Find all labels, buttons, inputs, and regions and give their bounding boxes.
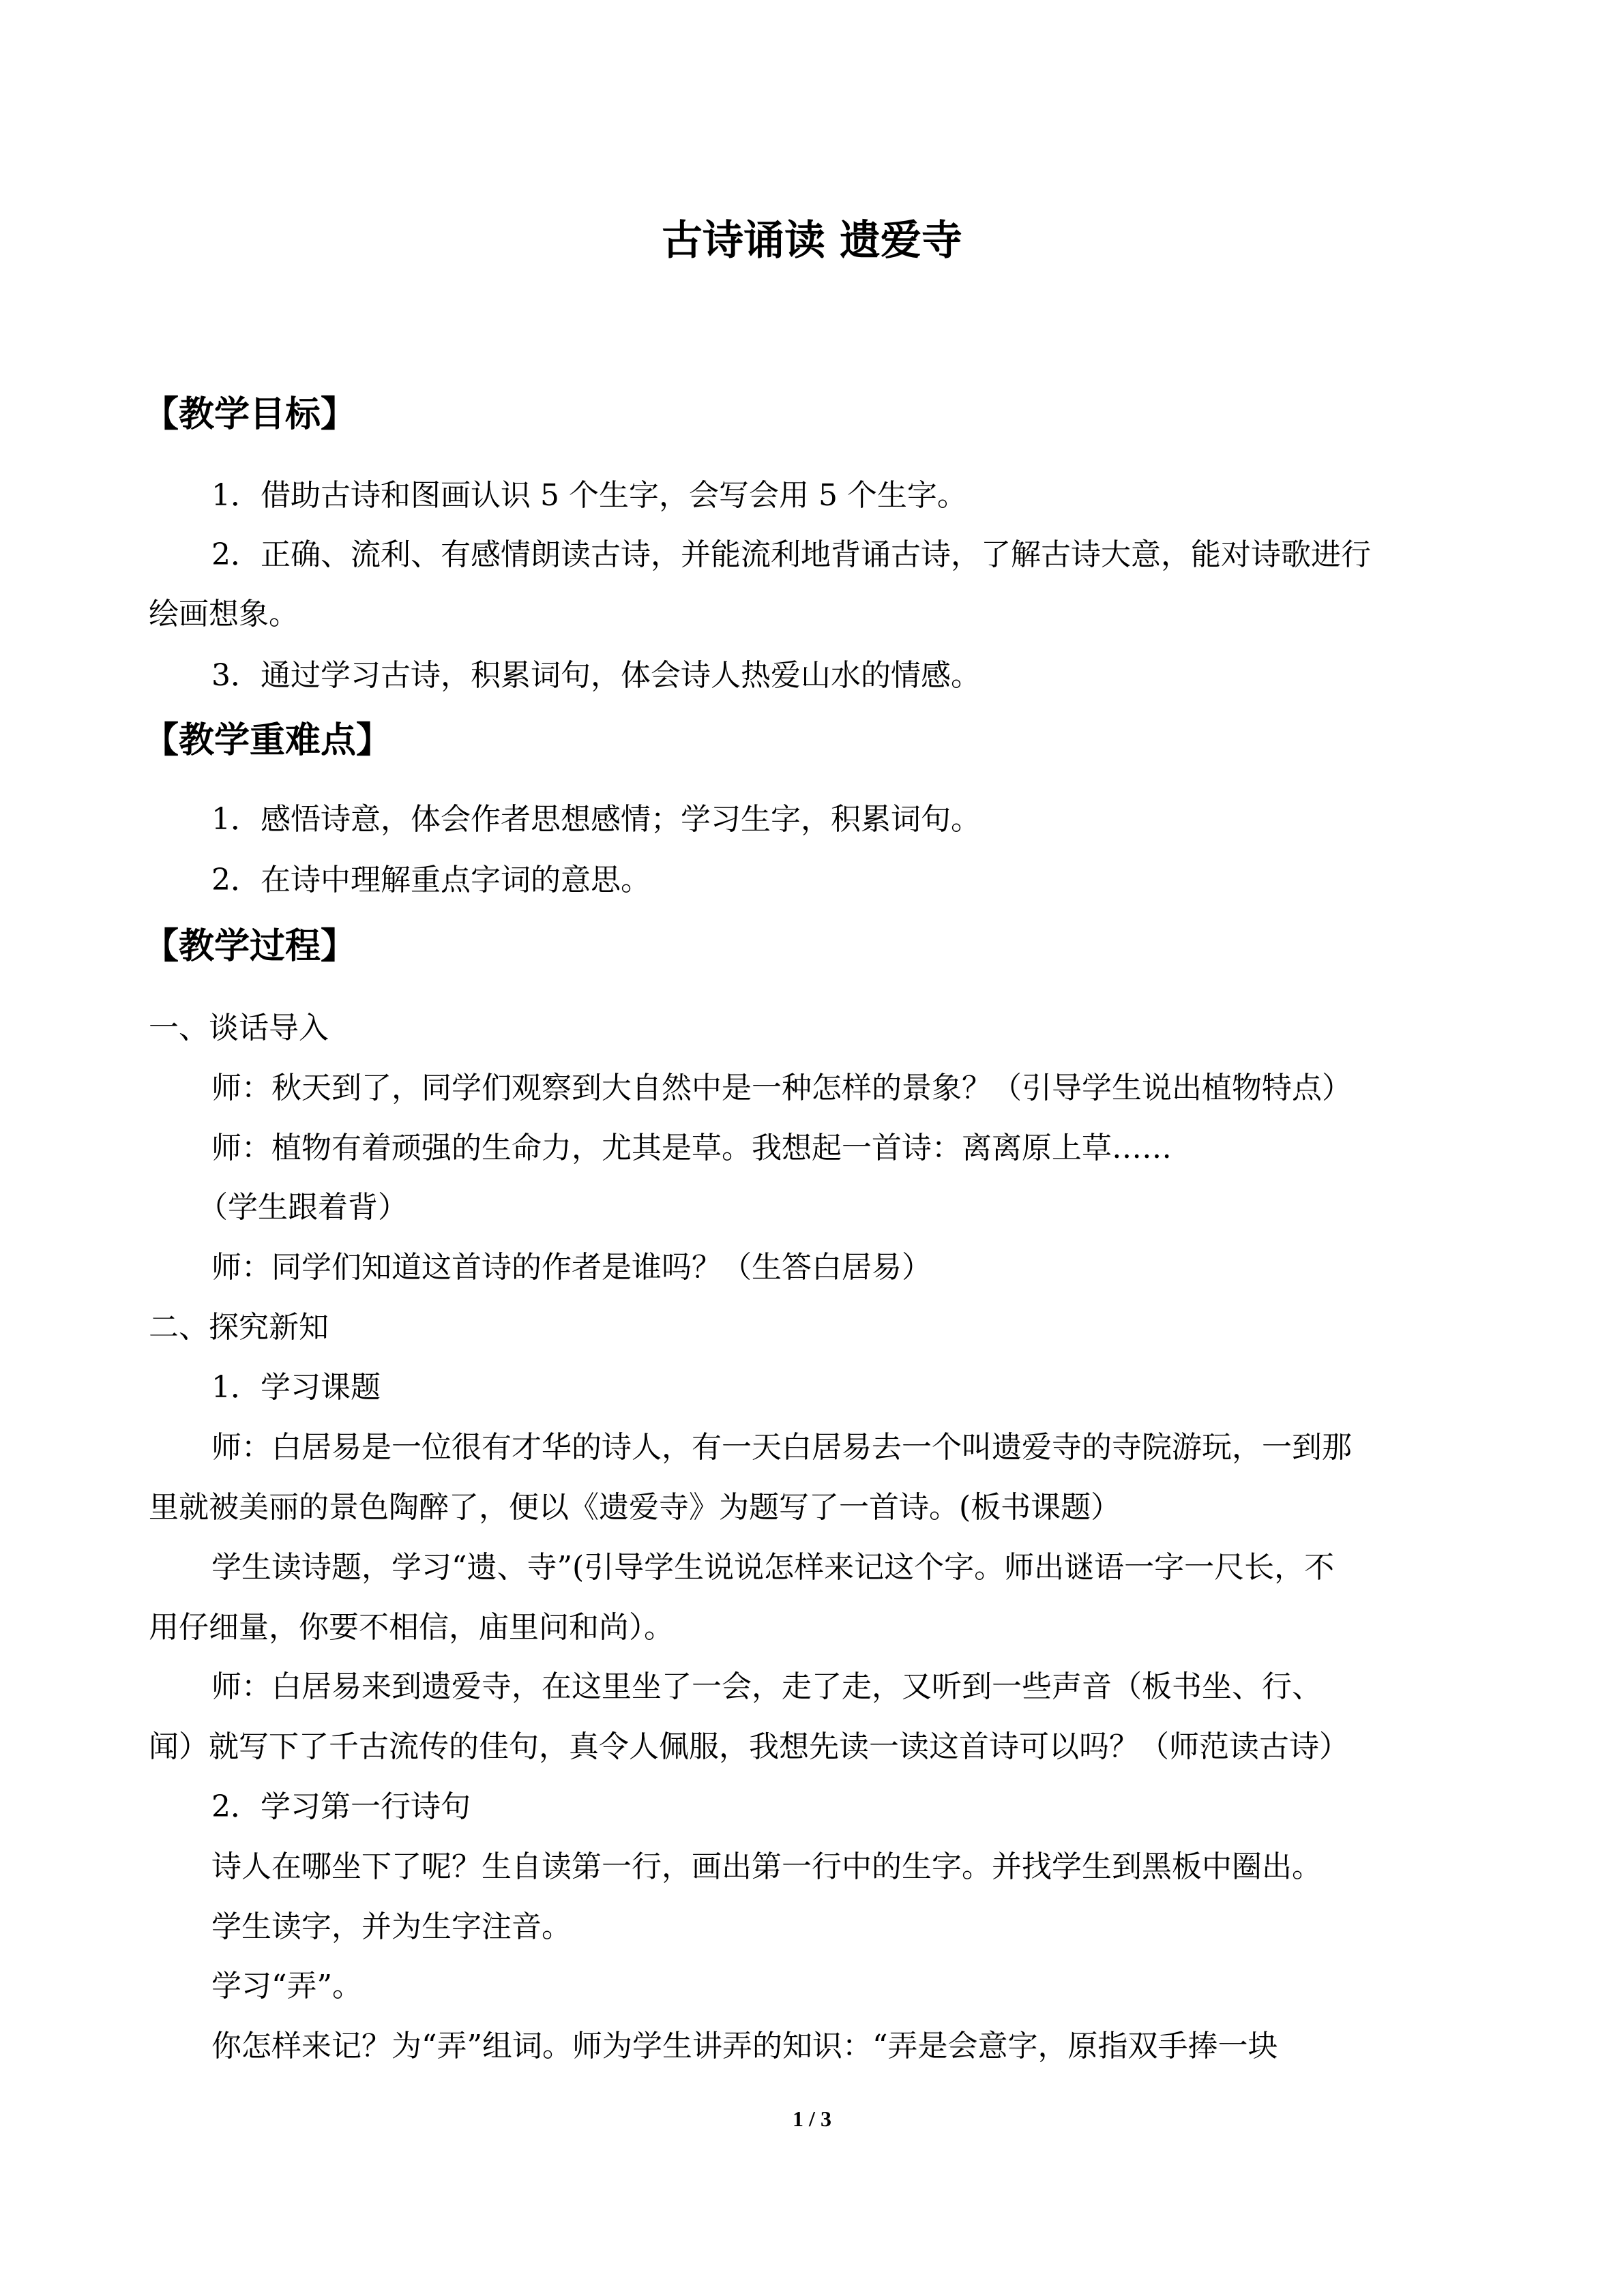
goal-line: 3．通过学习古诗，积累词句，体会诗人热爱山水的情感。 [211,658,981,693]
process-line: 诗人在哪坐下了呢？生自读第一行，画出第一行中的生字。并找学生到黑板中圈出。 [211,1849,1322,1884]
goal-line: 绘画想象。 [149,597,299,631]
process-line: 学生读诗题，学习“遗、寺”(引导学生说说怎样来记这个字。师出谜语一字一尺长，不 [211,1550,1335,1585]
key-point-line: 2．在诗中理解重点字词的意思。 [211,863,651,897]
process-line: 师：同学们知道这首诗的作者是谁吗？（生答白居易） [211,1250,932,1285]
process-line: 用仔细量，你要不相信，庙里问和尚）。 [149,1610,674,1645]
process-line: 一、谈话导入 [149,1011,329,1045]
process-line: 二、探究新知 [149,1310,329,1345]
process-line: 学生读字，并为生字注音。 [211,1909,572,1944]
key-point-line: 1．感悟诗意，体会作者思想感情；学习生字，积累词句。 [211,802,981,837]
process-line: 师：白居易来到遗爱寺，在这里坐了一会，走了走，又听到一些声音（板书坐、行、 [211,1669,1322,1704]
goal-line: 2．正确、流利、有感情朗读古诗，并能流利地背诵古诗，了解古诗大意，能对诗歌进行 [211,537,1371,572]
section-heading-process: 【教学过程】 [143,925,357,967]
process-line: 师：植物有着顽强的生命力，尤其是草。我想起一首诗：离离原上草…… [211,1131,1172,1165]
goal-line: 1．借助古诗和图画认识 5 个生字，会写会用 5 个生字。 [211,478,967,513]
process-line: 师：白居易是一位很有才华的诗人，有一天白居易去一个叫遗爱寺的寺院游玩，一到那 [211,1430,1352,1465]
process-line: 闻）就写下了千古流传的佳句，真令人佩服，我想先读一读这首诗可以吗？（师范读古诗） [149,1729,1349,1764]
page-title: 古诗诵读 遗爱寺 [662,217,962,265]
process-line: 你怎样来记？为“弄”组词。师为学生讲弄的知识：“弄是会意字，原指双手捧一块 [211,2029,1278,2063]
section-heading-key-points: 【教学重难点】 [143,719,392,761]
section-heading-goals: 【教学目标】 [143,393,357,435]
process-line: 学习“弄”。 [211,1969,362,2003]
process-line: 2．学习第一行诗句 [211,1789,471,1824]
process-line: 里就被美丽的景色陶醉了，便以《遗爱寺》为题写了一首诗。(板书课题） [149,1490,1121,1525]
page-number: 1 / 3 [793,2106,831,2131]
process-line: 1．学习课题 [211,1370,381,1405]
process-line: 师：秋天到了，同学们观察到大自然中是一种怎样的景象？（引导学生说出植物特点） [211,1071,1352,1105]
process-line: （学生跟着背） [198,1190,408,1225]
